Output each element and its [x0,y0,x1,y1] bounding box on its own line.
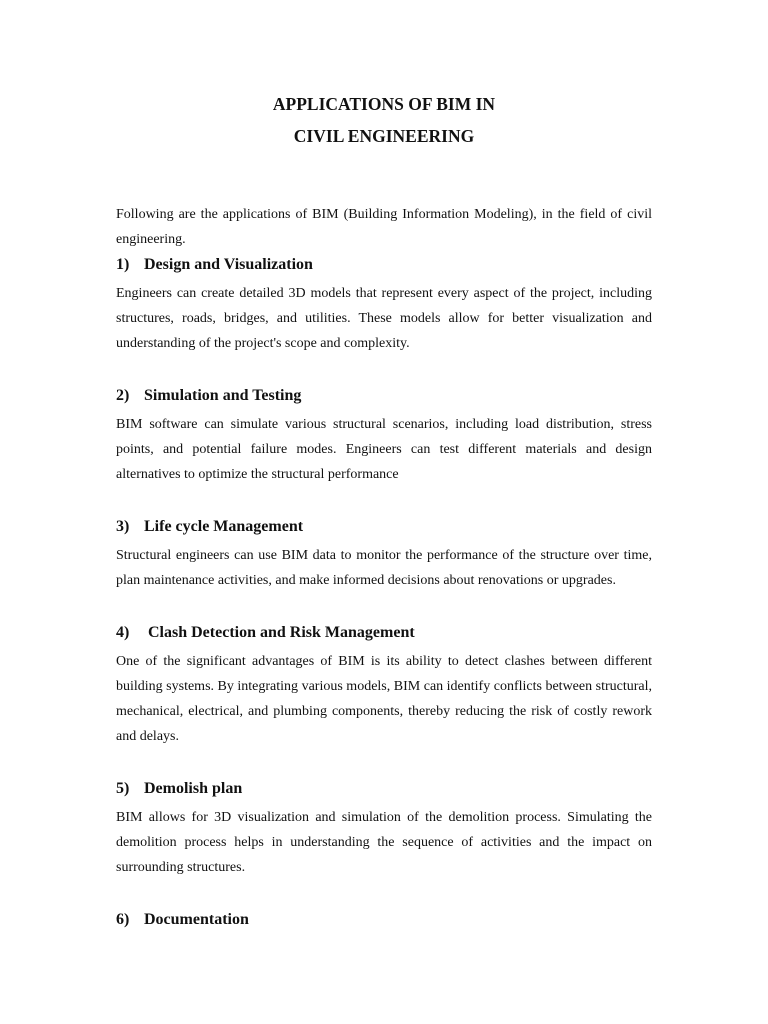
section-number: 4) [116,624,130,641]
section-body: Engineers can create detailed 3D models that represent every aspect of the project, including structures, roads, bridges, and utilities. These models allow for better visualization and understanding of the project's scope and complexity. [116,286,652,351]
section-number: 3) [116,518,130,535]
section-title: Clash Detection and Risk Management [148,624,415,641]
title-line-1: APPLICATIONS OF BIM IN [272,94,496,114]
section-title: Demolish plan [144,780,243,797]
section-title: Documentation [144,911,249,928]
section-title: Simulation and Testing [144,387,302,404]
section-simulation-testing [116,385,652,487]
section-number: 1) [116,256,130,273]
section-heading [116,385,652,407]
section-number: 5) [116,780,130,797]
section-life-cycle-management [116,516,652,593]
section-heading [116,909,652,931]
section-design-visualization [116,254,652,356]
section-number: 2) [116,387,130,404]
section-body: One of the significant advantages of BIM is its ability to detect clashes between different building systems. By integrating various models, BIM can identify conflicts between structural, mechanical, electrical, and plumbing components, thereby reducing the risk of costly rework and delays. [116,654,652,744]
section-documentation [116,909,652,931]
intro-paragraph: Following are the applications of BIM (Building Information Modeling), in the field of civil engineering. [116,207,652,247]
section-title: Design and Visualization [144,256,313,273]
section-body: Structural engineers can use BIM data to monitor the performance of the structure over time, plan maintenance activities, and make informed decisions about renovations or upgrades. [116,548,652,588]
document-title [116,88,652,152]
section-heading [116,778,652,800]
section-heading [116,622,652,644]
section-body: BIM software can simulate various structural scenarios, including load distribution, stress points, and potential failure modes. Engineers can test different materials and design alternatives to optimize the structural performance [116,417,652,482]
section-heading [116,516,652,538]
title-line-2: CIVIL ENGINEERING [293,126,475,146]
document-page [116,88,652,931]
section-body: BIM allows for 3D visualization and simulation of the demolition process. Simulating the demolition process helps in understanding the sequence of activities and the impact on surrounding structures. [116,810,652,875]
section-clash-detection [116,622,652,749]
section-heading [116,254,652,276]
section-number: 6) [116,911,130,928]
section-title: Life cycle Management [144,518,304,535]
section-demolish-plan [116,778,652,880]
